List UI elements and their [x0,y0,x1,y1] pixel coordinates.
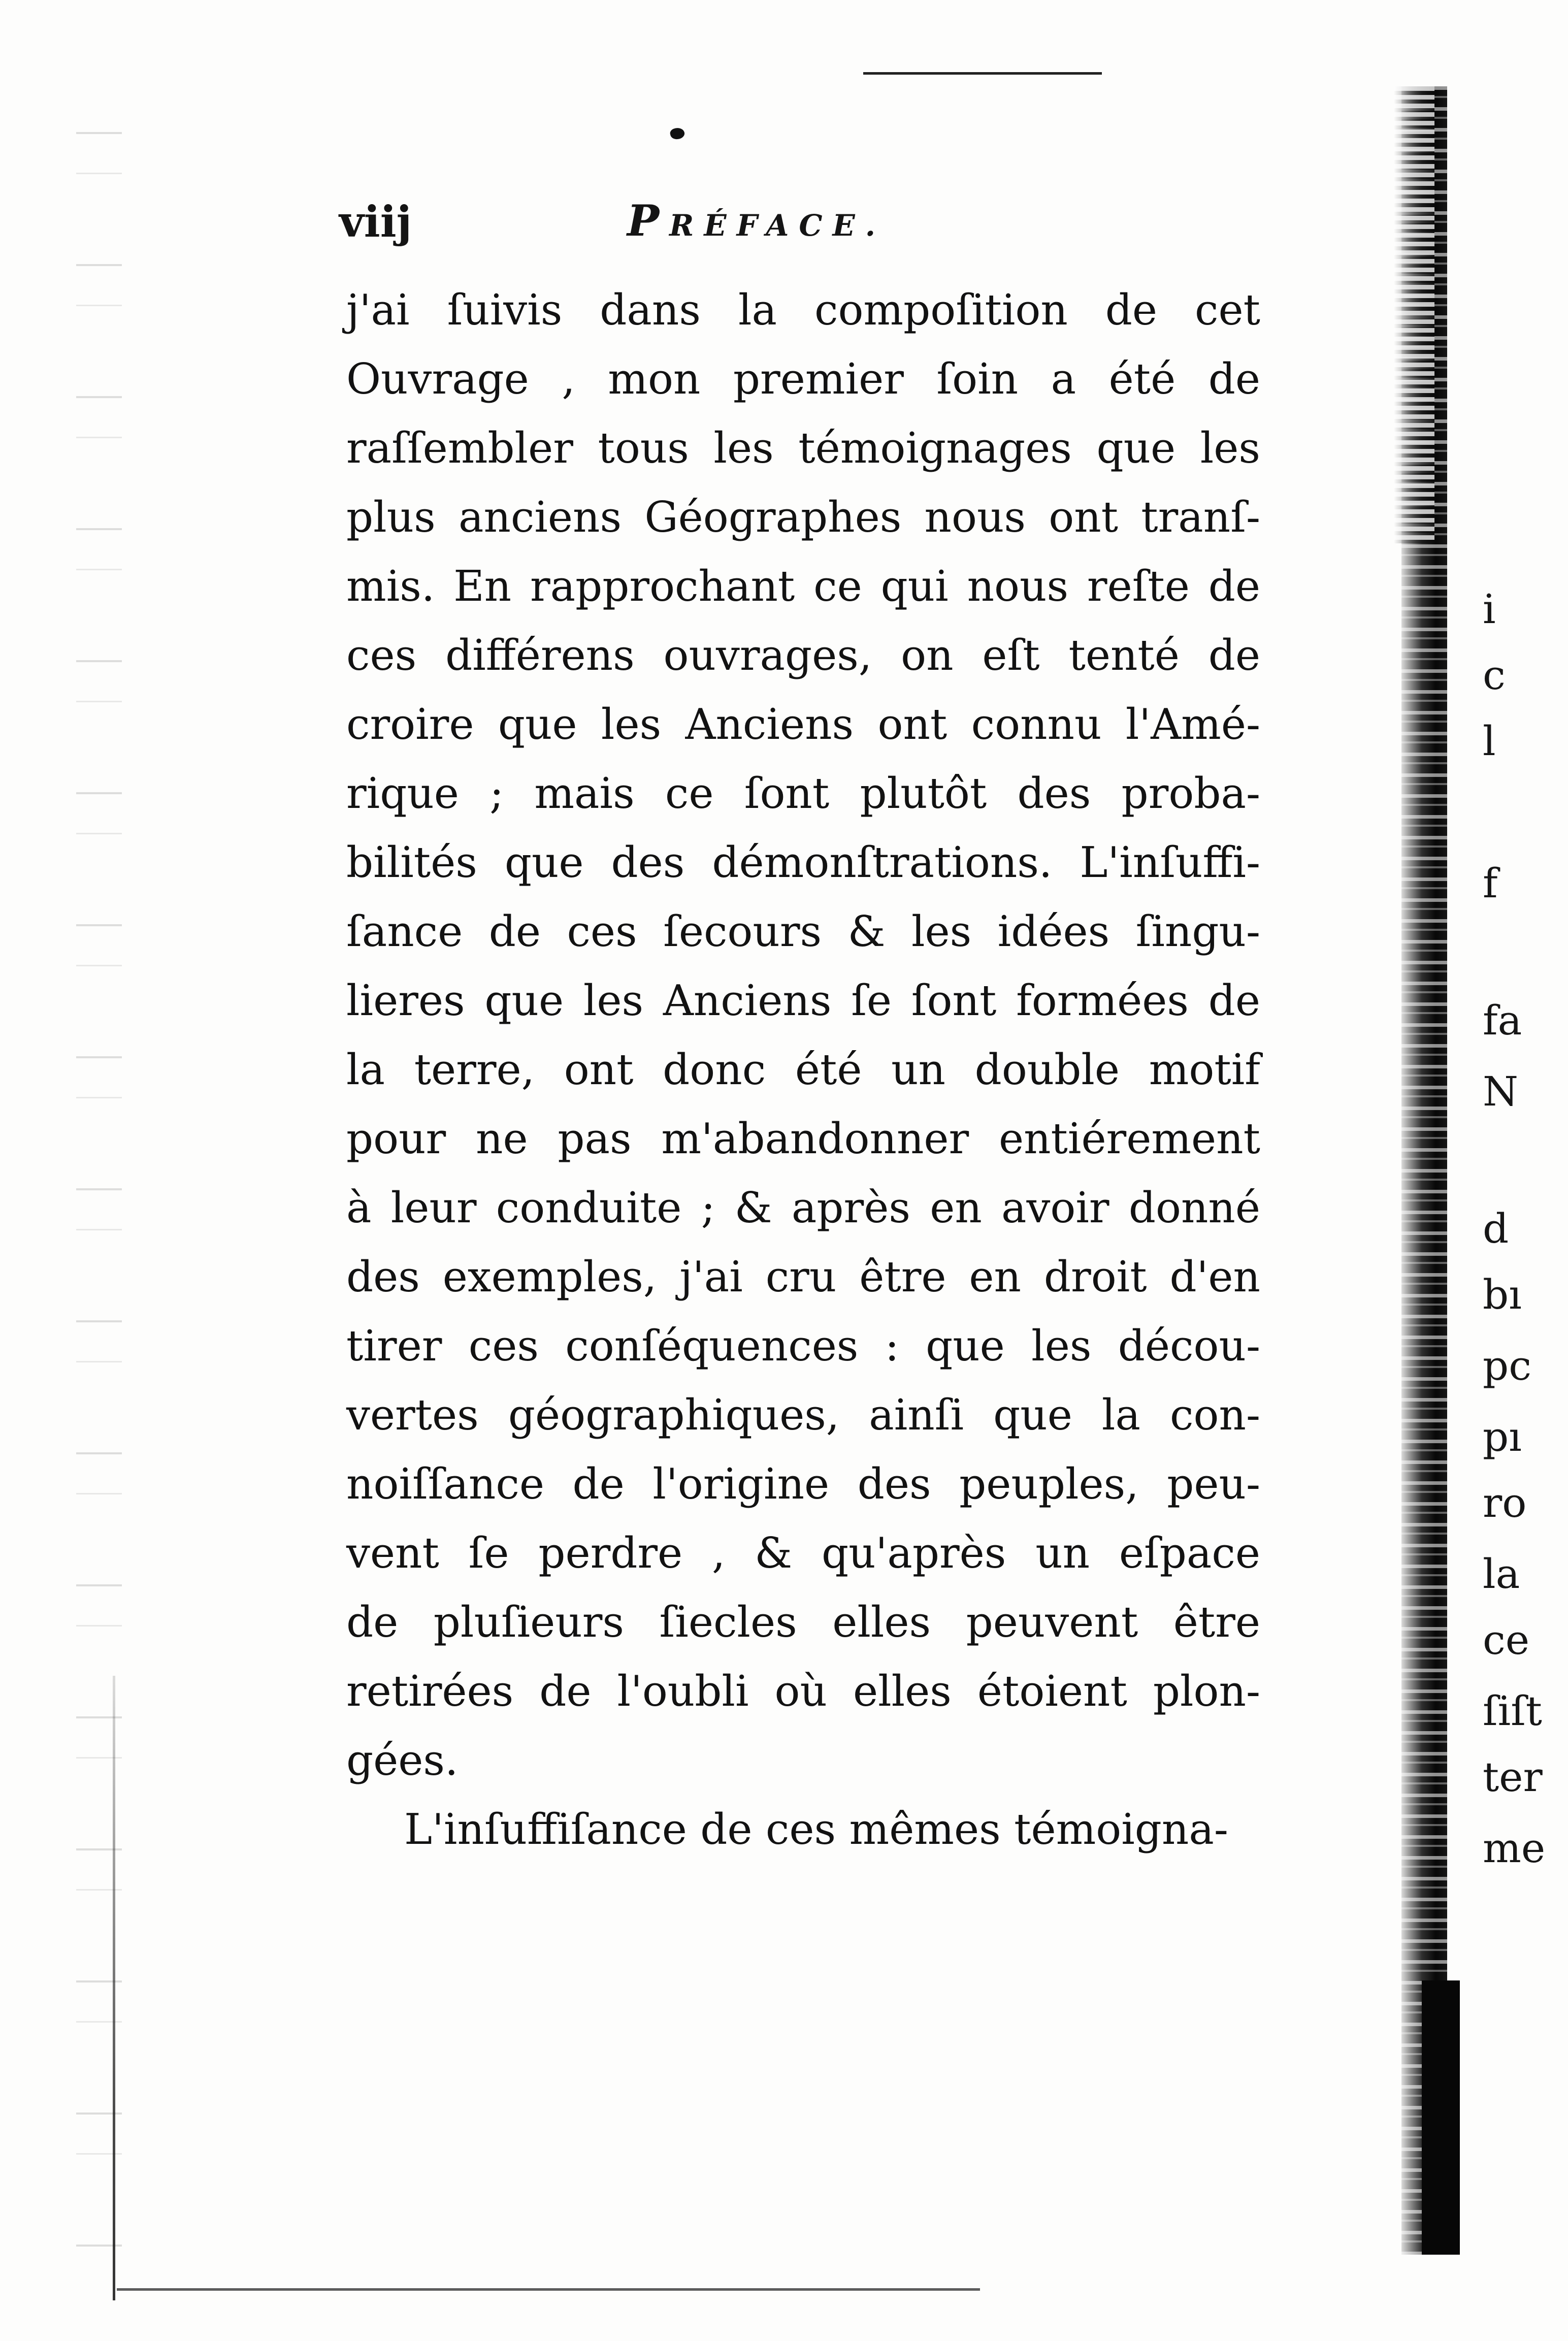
facing-fragment: i [1483,586,1496,633]
text-line: à leur conduite ; & après en avoir donné [346,1183,1260,1232]
text-line: vent ſe perdre , & qu'après un eſpace [346,1529,1260,1578]
text-line: raſſembler tous les témoignages que les [346,424,1260,473]
text-line: croire que les Anciens ont connu l'Amé- [346,700,1260,749]
text-line: de pluſieurs ſiecles elles peuvent être [346,1598,1260,1647]
facing-fragment: pc [1483,1342,1532,1389]
text-line: retirées de l'oubli où elles étoient plon- [346,1667,1260,1716]
running-head-rest: RÉFACE. [669,208,886,243]
facing-fragment: c [1483,652,1506,699]
facing-fragment: ro [1483,1479,1527,1526]
facing-fragment: l [1483,718,1496,765]
text-line: mis. En rapprochant ce qui nous reſte de [346,562,1260,611]
text-line: ſance de ces ſecours & les idées ſingu- [346,907,1260,956]
page-number: viij [339,197,412,247]
facing-fragment: la [1483,1550,1520,1598]
body-text [346,276,1260,1864]
bottom-rule [117,2288,980,2291]
facing-fragment: bı [1483,1271,1522,1318]
text-line: rique ; mais ce ſont plutôt des proba- [346,769,1260,818]
facing-fragment: ſiſt [1483,1687,1542,1735]
paragraph-start-line: L'inſuffiſance de ces mêmes témoigna- [404,1805,1228,1854]
facing-fragment: ter [1483,1753,1543,1801]
text-line: lieres que les Anciens ſe ſont formées de [346,976,1260,1025]
text-line: ces différens ouvrages, on eſt tenté de [346,631,1260,680]
facing-fragment: ce [1483,1616,1530,1664]
ink-blot [669,126,685,140]
facing-fragment: d [1483,1205,1509,1252]
text-line: la terre, ont donc été un double motif [346,1045,1260,1094]
facing-fragment: fa [1483,997,1522,1044]
binding-gutter-bottom [1422,1980,1460,2255]
text-line: vertes géographiques, ainſi que la con- [346,1390,1260,1440]
text-line: gées. [346,1736,459,1785]
binding-gutter-top [1394,86,1434,543]
text-line: des exemples, j'ai cru être en droit d'en [346,1252,1260,1302]
facing-fragment: pı [1483,1413,1522,1460]
top-rule [863,72,1102,75]
text-line: bilités que des démonſtrations. L'inſuffi- [346,838,1260,887]
facing-fragment: N [1483,1068,1518,1115]
facing-fragment: f [1483,860,1498,907]
text-line: noiſſance de l'origine des peuples, peu- [346,1459,1260,1509]
left-margin-line [113,1676,115,2300]
facing-fragment: me [1483,1825,1546,1872]
text-line: tirer ces conſéquences : que les décou- [346,1321,1260,1371]
text-line: Ouvrage , mon premier ſoin a été de [346,354,1260,404]
running-head-initial: P [627,196,670,246]
running-head [627,196,886,246]
text-line: pour ne pas m'abandonner entiérement [346,1114,1260,1163]
text-line: plus anciens Géographes nous ont tranſ- [346,493,1260,542]
text-line: j'ai ſuivis dans la compoſition de cet [346,285,1260,335]
